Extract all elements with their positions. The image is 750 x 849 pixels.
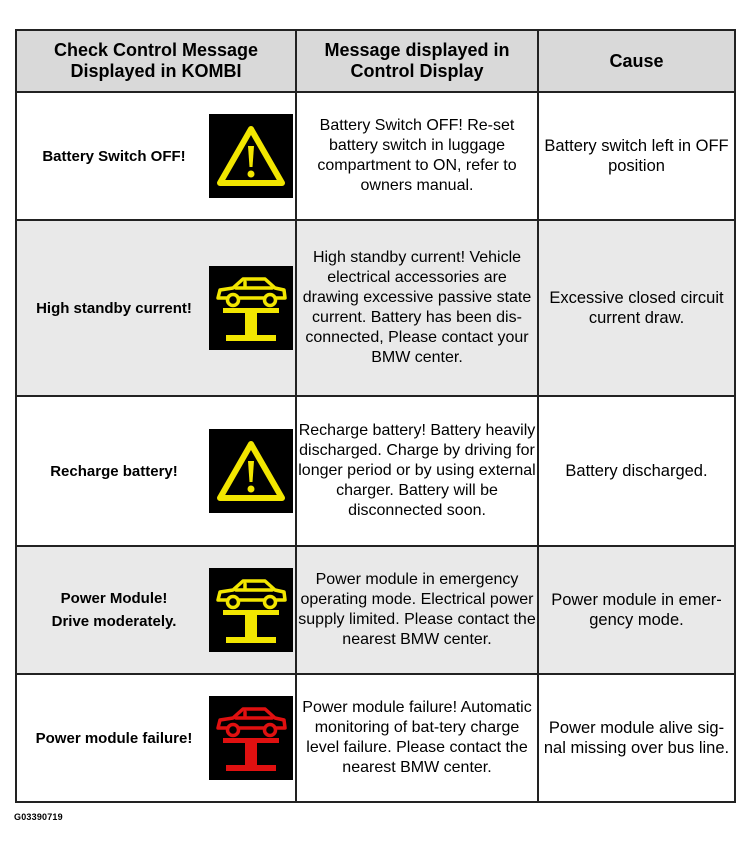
- kombi-cell: [16, 220, 296, 396]
- kombi-message: [17, 297, 209, 320]
- control-display-message: Power module failure! Automatic monitoring of bat-tery charge level failure. Please contact the nearest BMW center.: [296, 674, 538, 802]
- kombi-cell: [16, 546, 296, 674]
- control-display-message: Power module in emergency operating mode. Electrical power supply limited. Please contact the nearest BMW center.: [296, 546, 538, 674]
- kombi-cell: [16, 396, 296, 546]
- header-control-display: Message displayed in Control Display: [296, 30, 538, 92]
- car-on-lift-icon: [209, 568, 293, 652]
- warning-triangle-icon: [209, 114, 293, 198]
- kombi-message-line: Recharge battery!: [50, 462, 178, 480]
- kombi-message: [17, 460, 209, 483]
- kombi-cell: [16, 674, 296, 802]
- check-control-table: [15, 29, 736, 803]
- table-row: [16, 396, 735, 546]
- control-display-message: Recharge battery! Battery heavily discharged. Charge by driving for longer period or by using external charger. Battery will be disconnected soon.: [296, 396, 538, 546]
- kombi-message-line: High standby current!: [36, 299, 192, 317]
- cause-cell: Battery switch left in OFF position: [538, 92, 735, 220]
- kombi-message: [17, 145, 209, 168]
- warning-triangle-icon: [209, 429, 293, 513]
- cause-cell: Battery discharged.: [538, 396, 735, 546]
- kombi-message: [17, 587, 209, 633]
- cause-cell: Excessive closed circuit current draw.: [538, 220, 735, 396]
- car-on-lift-icon: [209, 266, 293, 350]
- car-on-lift-icon: [209, 696, 293, 780]
- kombi-message-line: Power module failure!: [35, 729, 193, 747]
- kombi-message-line: Battery Switch OFF!: [42, 147, 186, 165]
- control-display-message: High standby current! Vehicle electrical accessories are drawing excessive passive state current. Battery has been dis-connected, Please contact your BMW center.: [296, 220, 538, 396]
- kombi-message: [17, 727, 209, 750]
- control-display-message: Battery Switch OFF! Re-set battery switch in luggage compartment to ON, refer to owners manual.: [296, 92, 538, 220]
- table-row: [16, 674, 735, 802]
- kombi-cell: [16, 92, 296, 220]
- figure-code: G03390719: [14, 812, 63, 822]
- cause-cell: Power module in emer-gency mode.: [538, 546, 735, 674]
- kombi-message-line: Drive moderately.: [51, 613, 177, 630]
- table-row: [16, 92, 735, 220]
- table-row: [16, 220, 735, 396]
- kombi-message-line: Power Module!: [60, 590, 168, 607]
- table-row: [16, 546, 735, 674]
- cause-cell: Power module alive sig-nal missing over bus line.: [538, 674, 735, 802]
- header-cause: Cause: [538, 30, 735, 92]
- header-row: [16, 30, 735, 92]
- header-kombi: Check Control Message Displayed in KOMBI: [16, 30, 296, 92]
